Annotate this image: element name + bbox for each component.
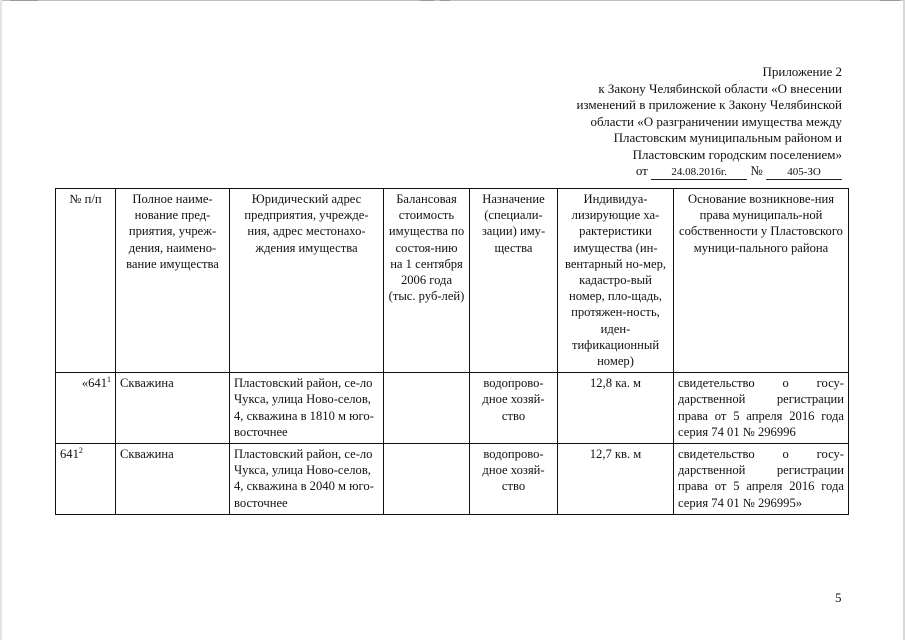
heading-line: к Закону Челябинской области «О внесении — [598, 80, 842, 96]
row-number-superscript: 1 — [107, 375, 111, 385]
law-date-row — [576, 163, 842, 180]
row-characteristics: 12,8 ка. м — [558, 373, 674, 444]
table-row — [56, 444, 849, 515]
appendix-heading — [576, 64, 842, 180]
row-address: Пластовский район, се-ло Чукса, улица Ново-селов, 4, скважина в 2040 м юго-восточнее — [230, 444, 384, 515]
heading-line: Пластовским городским поселением» — [632, 146, 842, 162]
header-cell-number: № п/п — [56, 189, 116, 373]
scan-mark — [10, 0, 38, 1]
header-cell-characteristics: Индивидуа-лизирующие ха-рактеристики имущества (ин-вентарный но-мер, кадастро-вый номер, пло-щадь, протяжен-ность, иден-тификационный номер) — [558, 189, 674, 373]
scan-mark — [880, 0, 900, 1]
law-number: 405-ЗО — [766, 166, 842, 180]
row-address: Пластовский район, се-ло Чукса, улица Ново-селов, 4, скважина в 1810 м юго-восточнее — [230, 373, 384, 444]
row-purpose: водопрово-дное хозяй-ство — [470, 444, 558, 515]
row-name: Скважина — [116, 444, 230, 515]
row-number-superscript: 2 — [78, 445, 83, 455]
row-balance — [384, 373, 470, 444]
row-basis: свидетельство о госу-дарственной регистрации права от 5 апреля 2016 года серия 74 01 № 296995» — [674, 444, 849, 515]
row-number — [56, 373, 116, 444]
property-table — [55, 188, 849, 515]
header-cell-name: Полное наиме-нование пред-приятия, учреж-дения, наимено-вание имущества — [116, 189, 230, 373]
heading-line: Пластовским муниципальным районом и — [613, 130, 842, 145]
row-purpose: водопрово-дное хозяй-ство — [470, 373, 558, 444]
header-cell-purpose: Назначение (специали-зации) иму-щества — [470, 189, 558, 373]
row-number-text: 641 — [60, 447, 79, 462]
header-cell-address: Юридический адрес предприятия, учрежде-ния, адрес местонахо-ждения имущества — [230, 189, 384, 373]
scan-edge — [0, 0, 2, 640]
row-basis: свидетельство о госу-дарственной регистрации права от 5 апреля 2016 года серия 74 01 № 296996 — [674, 373, 849, 444]
number-prefix: № — [750, 163, 763, 178]
law-date: 24.08.2016г. — [651, 166, 747, 180]
scan-edge — [0, 0, 905, 7]
row-name: Скважина — [116, 373, 230, 444]
row-balance — [384, 444, 470, 515]
table-header-row — [56, 189, 849, 373]
header-cell-balance: Балансовая стоимость имущества по состоя-нию на 1 сентября 2006 года (тыс. руб-лей) — [384, 189, 470, 373]
page-number: 5 — [835, 590, 842, 605]
row-number — [56, 444, 116, 515]
date-prefix: от — [635, 163, 648, 178]
table-row — [56, 373, 849, 444]
heading-line: изменений в приложение к Закону Челябинской — [576, 97, 842, 112]
header-cell-basis: Основание возникнове-ния права муниципаль-ной собственности у Пластовского муници-пального района — [674, 189, 849, 373]
scan-mark — [420, 0, 434, 1]
heading-line: Приложение 2 — [762, 64, 842, 79]
heading-line: области «О разграничении имущества между — [590, 113, 842, 129]
row-number-text: «641 — [81, 376, 107, 391]
scan-mark — [440, 0, 450, 1]
row-characteristics: 12,7 кв. м — [558, 444, 674, 515]
